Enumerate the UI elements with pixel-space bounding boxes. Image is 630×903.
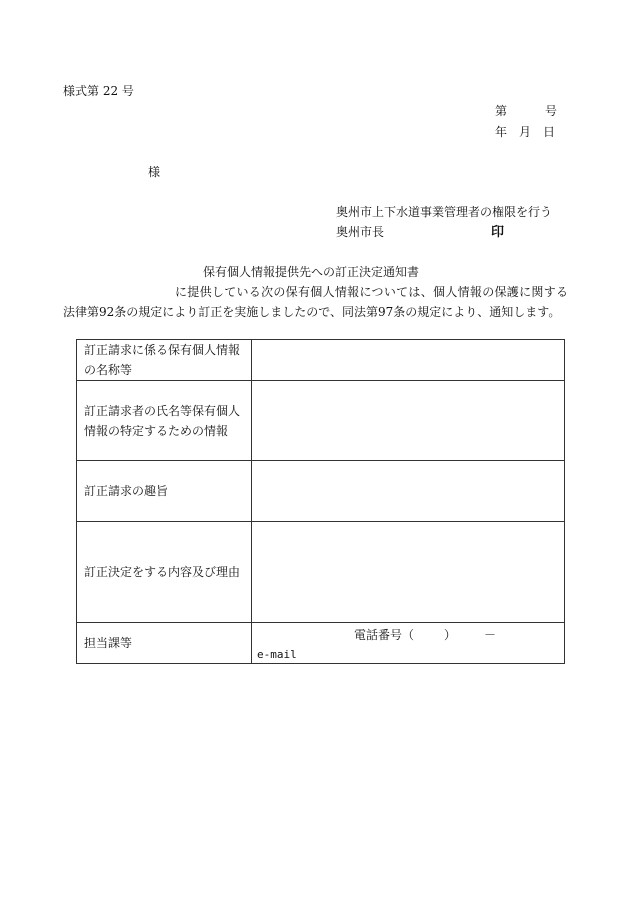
- phone-label: 電話番号（: [354, 628, 415, 642]
- contact-label: 担当課等: [77, 623, 252, 664]
- body-text: に提供している次の保有個人情報については、個人情報の保護に関する法律第92条の規定により訂正を実施しましたので、同法第97条の規定により、通知します。: [63, 285, 568, 319]
- row-value[interactable]: [252, 461, 565, 522]
- sender-name: 奥州市長: [336, 225, 385, 239]
- sender-title: 奥州市上下水道事業管理者の権限を行う: [336, 205, 553, 219]
- row-value[interactable]: [252, 340, 565, 381]
- table-row: [77, 461, 565, 522]
- row-label: 訂正決定をする内容及び理由: [77, 522, 252, 623]
- date-year: 年: [495, 125, 508, 139]
- document-date: [495, 123, 555, 140]
- table-row: [77, 381, 565, 461]
- phone-close: ）: [444, 628, 457, 642]
- table-row: [77, 623, 565, 664]
- row-label: 訂正請求に係る保有個人情報の名称等: [77, 340, 252, 381]
- addressee-suffix: 様: [148, 165, 161, 179]
- document-number-prefix: 第: [495, 104, 508, 118]
- email-label: e-mail: [257, 648, 297, 661]
- row-label: 訂正請求の趣旨: [77, 461, 252, 522]
- contact-cell[interactable]: [252, 623, 565, 664]
- row-value[interactable]: [252, 522, 565, 623]
- table-row: [77, 340, 565, 381]
- notice-table: [76, 339, 565, 664]
- document-number-suffix: 号: [545, 104, 558, 118]
- date-month: 月: [519, 125, 532, 139]
- table-row: [77, 522, 565, 623]
- date-day: 日: [543, 125, 556, 139]
- document-title: 保有個人情報提供先への訂正決定通知書: [203, 265, 420, 279]
- phone-dash: －: [484, 628, 497, 642]
- document-number: [495, 102, 557, 119]
- phone-line: [354, 625, 496, 645]
- form-number: 様式第 22 号: [63, 84, 134, 98]
- seal-mark: 印: [491, 225, 505, 240]
- row-value[interactable]: [252, 381, 565, 461]
- row-label: 訂正請求者の氏名等保有個人情報の特定するための情報: [77, 381, 252, 461]
